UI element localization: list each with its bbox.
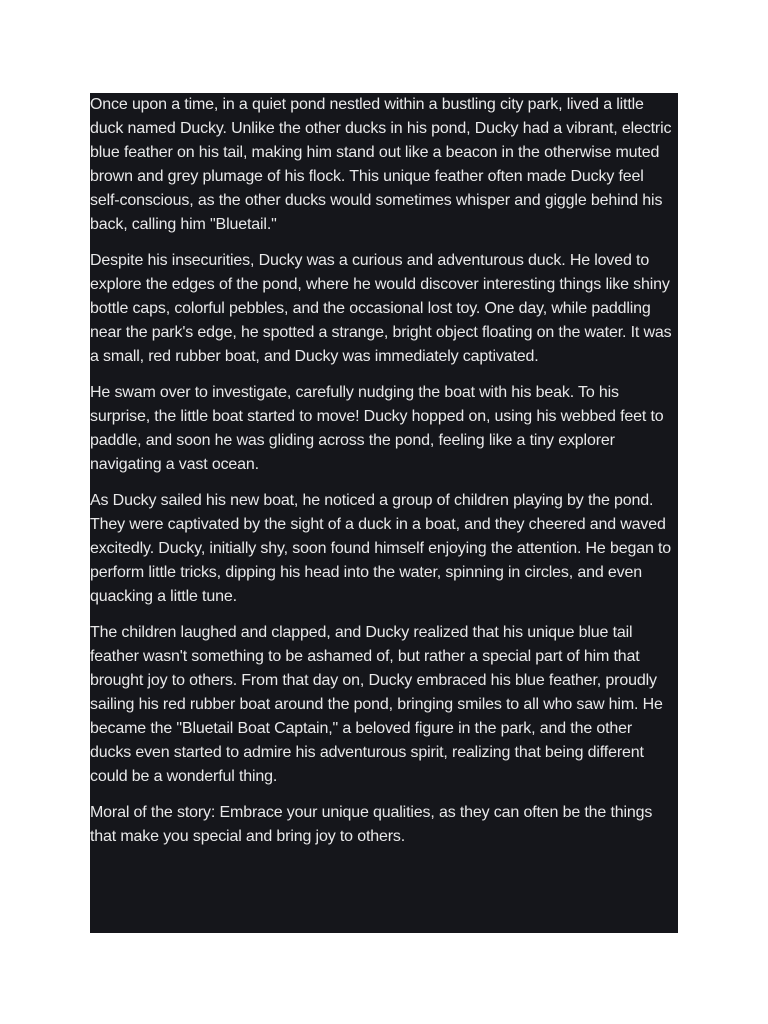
story-paragraph-3: He swam over to investigate, carefully nudging the boat with his beak. To his surprise, the little boat started to move! Ducky hopped on, using his webbed feet to paddle, and soon he was gliding across the pond, feeling like a tiny explorer navigating a vast ocean. <box>90 384 664 473</box>
story-paragraph-2: Despite his insecurities, Ducky was a curious and adventurous duck. He loved to explore the edges of the pond, where he would discover interesting things like shiny bottle caps, colorful pebbles, and the occasional lost toy. One day, while paddling near the park's edge, he spotted a strange, bright object floating on the water. It was a small, red rubber boat, and Ducky was immediately captivated. <box>90 252 672 365</box>
story-text <box>90 93 676 849</box>
story-paragraph-5: The children laughed and clapped, and Ducky realized that his unique blue tail feather wasn't something to be ashamed of, but rather a special part of him that brought joy to others. From that day on, Ducky embraced his blue feather, proudly sailing his red rubber boat around the pond, bringing smiles to all who saw him. He became the "Bluetail Boat Captain," a beloved figure in the park, and the other ducks even started to admire his adventurous spirit, realizing that being different could be a wonderful thing. <box>90 624 663 785</box>
story-paragraph-1: Once upon a time, in a quiet pond nestled within a bustling city park, lived a little duck named Ducky. Unlike the other ducks in his pond, Ducky had a vibrant, electric blue feather on his tail, making him stand out like a beacon in the otherwise muted brown and grey plumage of his flock. This unique feather often made Ducky feel self-conscious, as the other ducks would sometimes whisper and giggle behind his back, calling him "Bluetail." <box>90 96 672 233</box>
story-moral: Moral of the story: Embrace your unique qualities, as they can often be the things that make you special and bring joy to others. <box>90 804 653 845</box>
story-paragraph-4: As Ducky sailed his new boat, he noticed a group of children playing by the pond. They were captivated by the sight of a duck in a boat, and they cheered and waved excitedly. Ducky, initially shy, soon found himself enjoying the attention. He began to perform little tricks, dipping his head into the water, spinning in circles, and even quacking a little tune. <box>90 492 672 605</box>
story-panel <box>90 93 678 933</box>
